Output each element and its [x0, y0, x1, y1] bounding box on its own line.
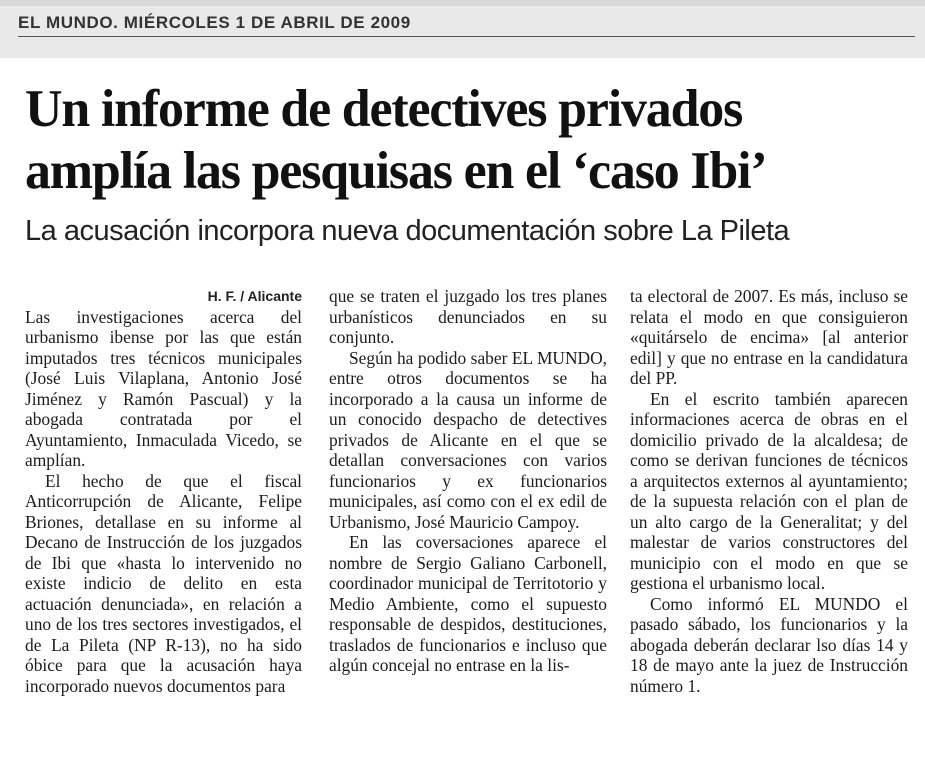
byline: H. F. / Alicante — [207, 288, 302, 304]
column-1 — [25, 286, 302, 696]
column-2-paragraph-3: En las coversaciones aparece el nombre de Sergio Galiano Carbonell, coordinador municipal de Territotorio y Medio Ambiente, como el supuesto responsable de despidos, destituciones, traslados de funcionarios e incluso que algún concejal no entrase en la lis- — [329, 532, 607, 675]
column-1-paragraph-1: Las investigaciones acerca del urbanismo ibense por las que están imputados tres técnicos municipales (José Luis Vilaplana, Antonio José Jiménez y Ramón Pascual) y la abogada contratada por el Ayuntamiento, Inmaculada Vicedo, se amplían. — [25, 306, 302, 470]
subhead: La acusación incorpora nueva documentación sobre La Pileta — [25, 215, 790, 247]
masthead-rule — [18, 36, 915, 37]
column-2-paragraph-1: que se traten el juzgado los tres planes urbanísticos denunciados en su conjunto. — [329, 286, 607, 347]
masthead-top-band — [0, 0, 925, 6]
masthead — [0, 0, 925, 58]
column-3-paragraph-2: En el escrito también aparecen informaciones acerca de obras en el domicilio privado de la alcaldesa; de como se derivan funciones de técnicos a arquitectos externos al ayuntamiento; de la supuesta relación con el plan de un alto cargo de la Generalitat; y del malestar de varios constructores del municipio con el modo en que se gestiona el urbanismo local. — [630, 388, 908, 593]
column-3-paragraph-1: ta electoral de 2007. Es más, incluso se relata el modo en que consiguieron «quitárselo de encima» [al anterior edil] y que no entrase en la candidatura del PP. — [630, 286, 908, 388]
column-1-paragraph-2: El hecho de que el fiscal Anticorrupción de Alicante, Felipe Briones, detallase en su informe al Decano de Instrucción de los juzgados de Ibi que «hasta lo intervenido no existe indicio de delito en esta actuación denunciada», en relación a uno de los tres sectores investigados, el de La Pileta (NP R-13), no ha sido óbice para que la acusación haya incorporado nuevos documentos para — [25, 470, 302, 696]
column-2 — [329, 286, 607, 676]
column-3-paragraph-3: Como informó EL MUNDO el pasado sábado, los funcionarios y la abogada deberán declarar lso días 14 y 18 de mayo ante la juez de Instrucción número 1. — [630, 593, 908, 696]
column-3 — [630, 286, 908, 696]
headline: Un informe de detectives privados amplía las pesquisas en el ‘caso Ibi’ — [25, 80, 767, 200]
column-2-paragraph-2: Según ha podido saber EL MUNDO, entre otros documentos se ha incorporado a la causa un informe de un conocido despacho de detectives privados de Alicante en el que se detallan conversaciones con varios funcionarios y ex funcionarios municipales, así como con el ex edil de Urbanismo, José Mauricio Campoy. — [329, 347, 607, 532]
date-line: EL MUNDO. MIÉRCOLES 1 DE ABRIL DE 2009 — [18, 13, 411, 32]
